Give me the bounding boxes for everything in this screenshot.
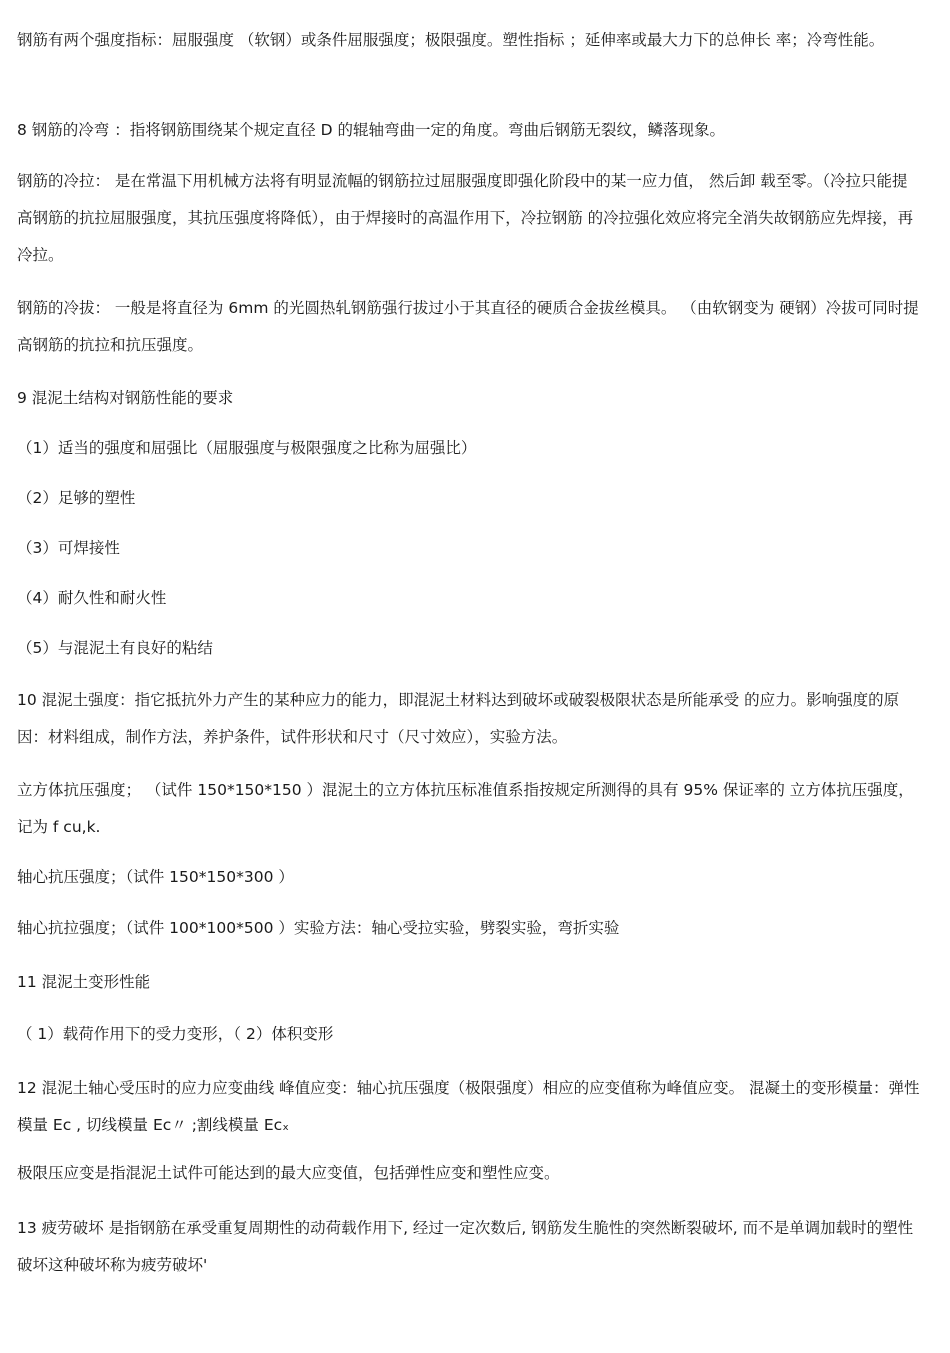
paragraph-stress-strain: 12 混泥土轴心受压时的应力应变曲线 峰值应变：轴心抗压强度（极限强度）相应的应变值称为峰值应变。 混凝土的变形模量：弹性模量 Ec , 切线模量 Ec〃 ;割线模量 Ecₓ xyxy=(17,1079,920,1134)
paragraph-ultimate-strain: 极限压应变是指混泥土试件可能达到的最大应变值，包括弹性应变和塑性应变。 xyxy=(17,1164,560,1182)
paragraph-fatigue-failure: 13 疲劳破坏 是指钢筋在承受重复周期性的动荷载作用下, 经过一定次数后, 钢筋发生脆性的突然断裂破坏, 而不是单调加载时的塑性破坏这种破坏称为疲劳破坏' xyxy=(17,1219,914,1274)
paragraph-cube-strength: 立方体抗压强度； （试件 150*150*150 ）混泥土的立方体抗压标准值系指按规定所测得的具有 95% 保证率的 立方体抗压强度，记为 f cu,k. xyxy=(17,781,914,836)
paragraph-cold-bend: 8 钢筋的冷弯 ：指将钢筋围绕某个规定直径 D 的辊轴弯曲一定的角度。弯曲后钢筋无裂纹，鳞落现象。 xyxy=(17,121,726,139)
list-item-requirement-5: （5）与混泥土有良好的粘结 xyxy=(17,639,213,657)
list-item-requirement-2: （2）足够的塑性 xyxy=(17,489,136,507)
paragraph-axial-compressive: 轴心抗压强度；（试件 150*150*300 ） xyxy=(17,868,294,886)
paragraph-cold-stretch: 钢筋的冷拉： 是在常温下用机械方法将有明显流幅的钢筋拉过屈服强度即强化阶段中的某一应力值， 然后卸 载至零。（冷拉只能提高钢筋的抗拉屈服强度，其抗压强度将降低），由于焊接时的高温作用下，冷拉钢筋 的冷拉强化效应将完全消失故钢筋应先焊接，再冷拉。 xyxy=(17,172,914,264)
list-item-requirement-1: （1）适当的强度和屈强比（屈服强度与极限强度之比称为屈强比） xyxy=(17,439,477,457)
paragraph-deformation-types: （ 1）载荷作用下的受力变形，（ 2）体积变形 xyxy=(17,1025,334,1043)
paragraph-steel-strength-indicators: 钢筋有两个强度指标：屈服强度 （软钢）或条件屈服强度；极限强度。塑性指标 ；延伸率或最大力下的总伸长 率；冷弯性能。 xyxy=(17,31,885,49)
paragraph-axial-tensile: 轴心抗拉强度；（试件 100*100*500 ）实验方法：轴心受拉实验，劈裂实验，弯折实验 xyxy=(17,919,620,937)
paragraph-cold-draw: 钢筋的冷拔： 一般是将直径为 6mm 的光圆热轧钢筋强行拔过小于其直径的硬质合金拔丝模具。 （由软钢变为 硬钢）冷拔可同时提高钢筋的抗拉和抗压强度。 xyxy=(17,299,919,354)
heading-concrete-deformation: 11 混泥土变形性能 xyxy=(17,973,151,991)
list-item-requirement-4: （4）耐久性和耐火性 xyxy=(17,589,167,607)
heading-steel-requirements: 9 混泥土结构对钢筋性能的要求 xyxy=(17,389,234,407)
list-item-requirement-3: （3）可焊接性 xyxy=(17,539,120,557)
paragraph-concrete-strength: 10 混泥土强度：指它抵抗外力产生的某种应力的能力，即混泥土材料达到破坏或破裂极限状态是所能承受 的应力。影响强度的原因：材料组成，制作方法，养护条件，试件形状和尺寸（尺寸效应），实验方法。 xyxy=(17,691,900,746)
